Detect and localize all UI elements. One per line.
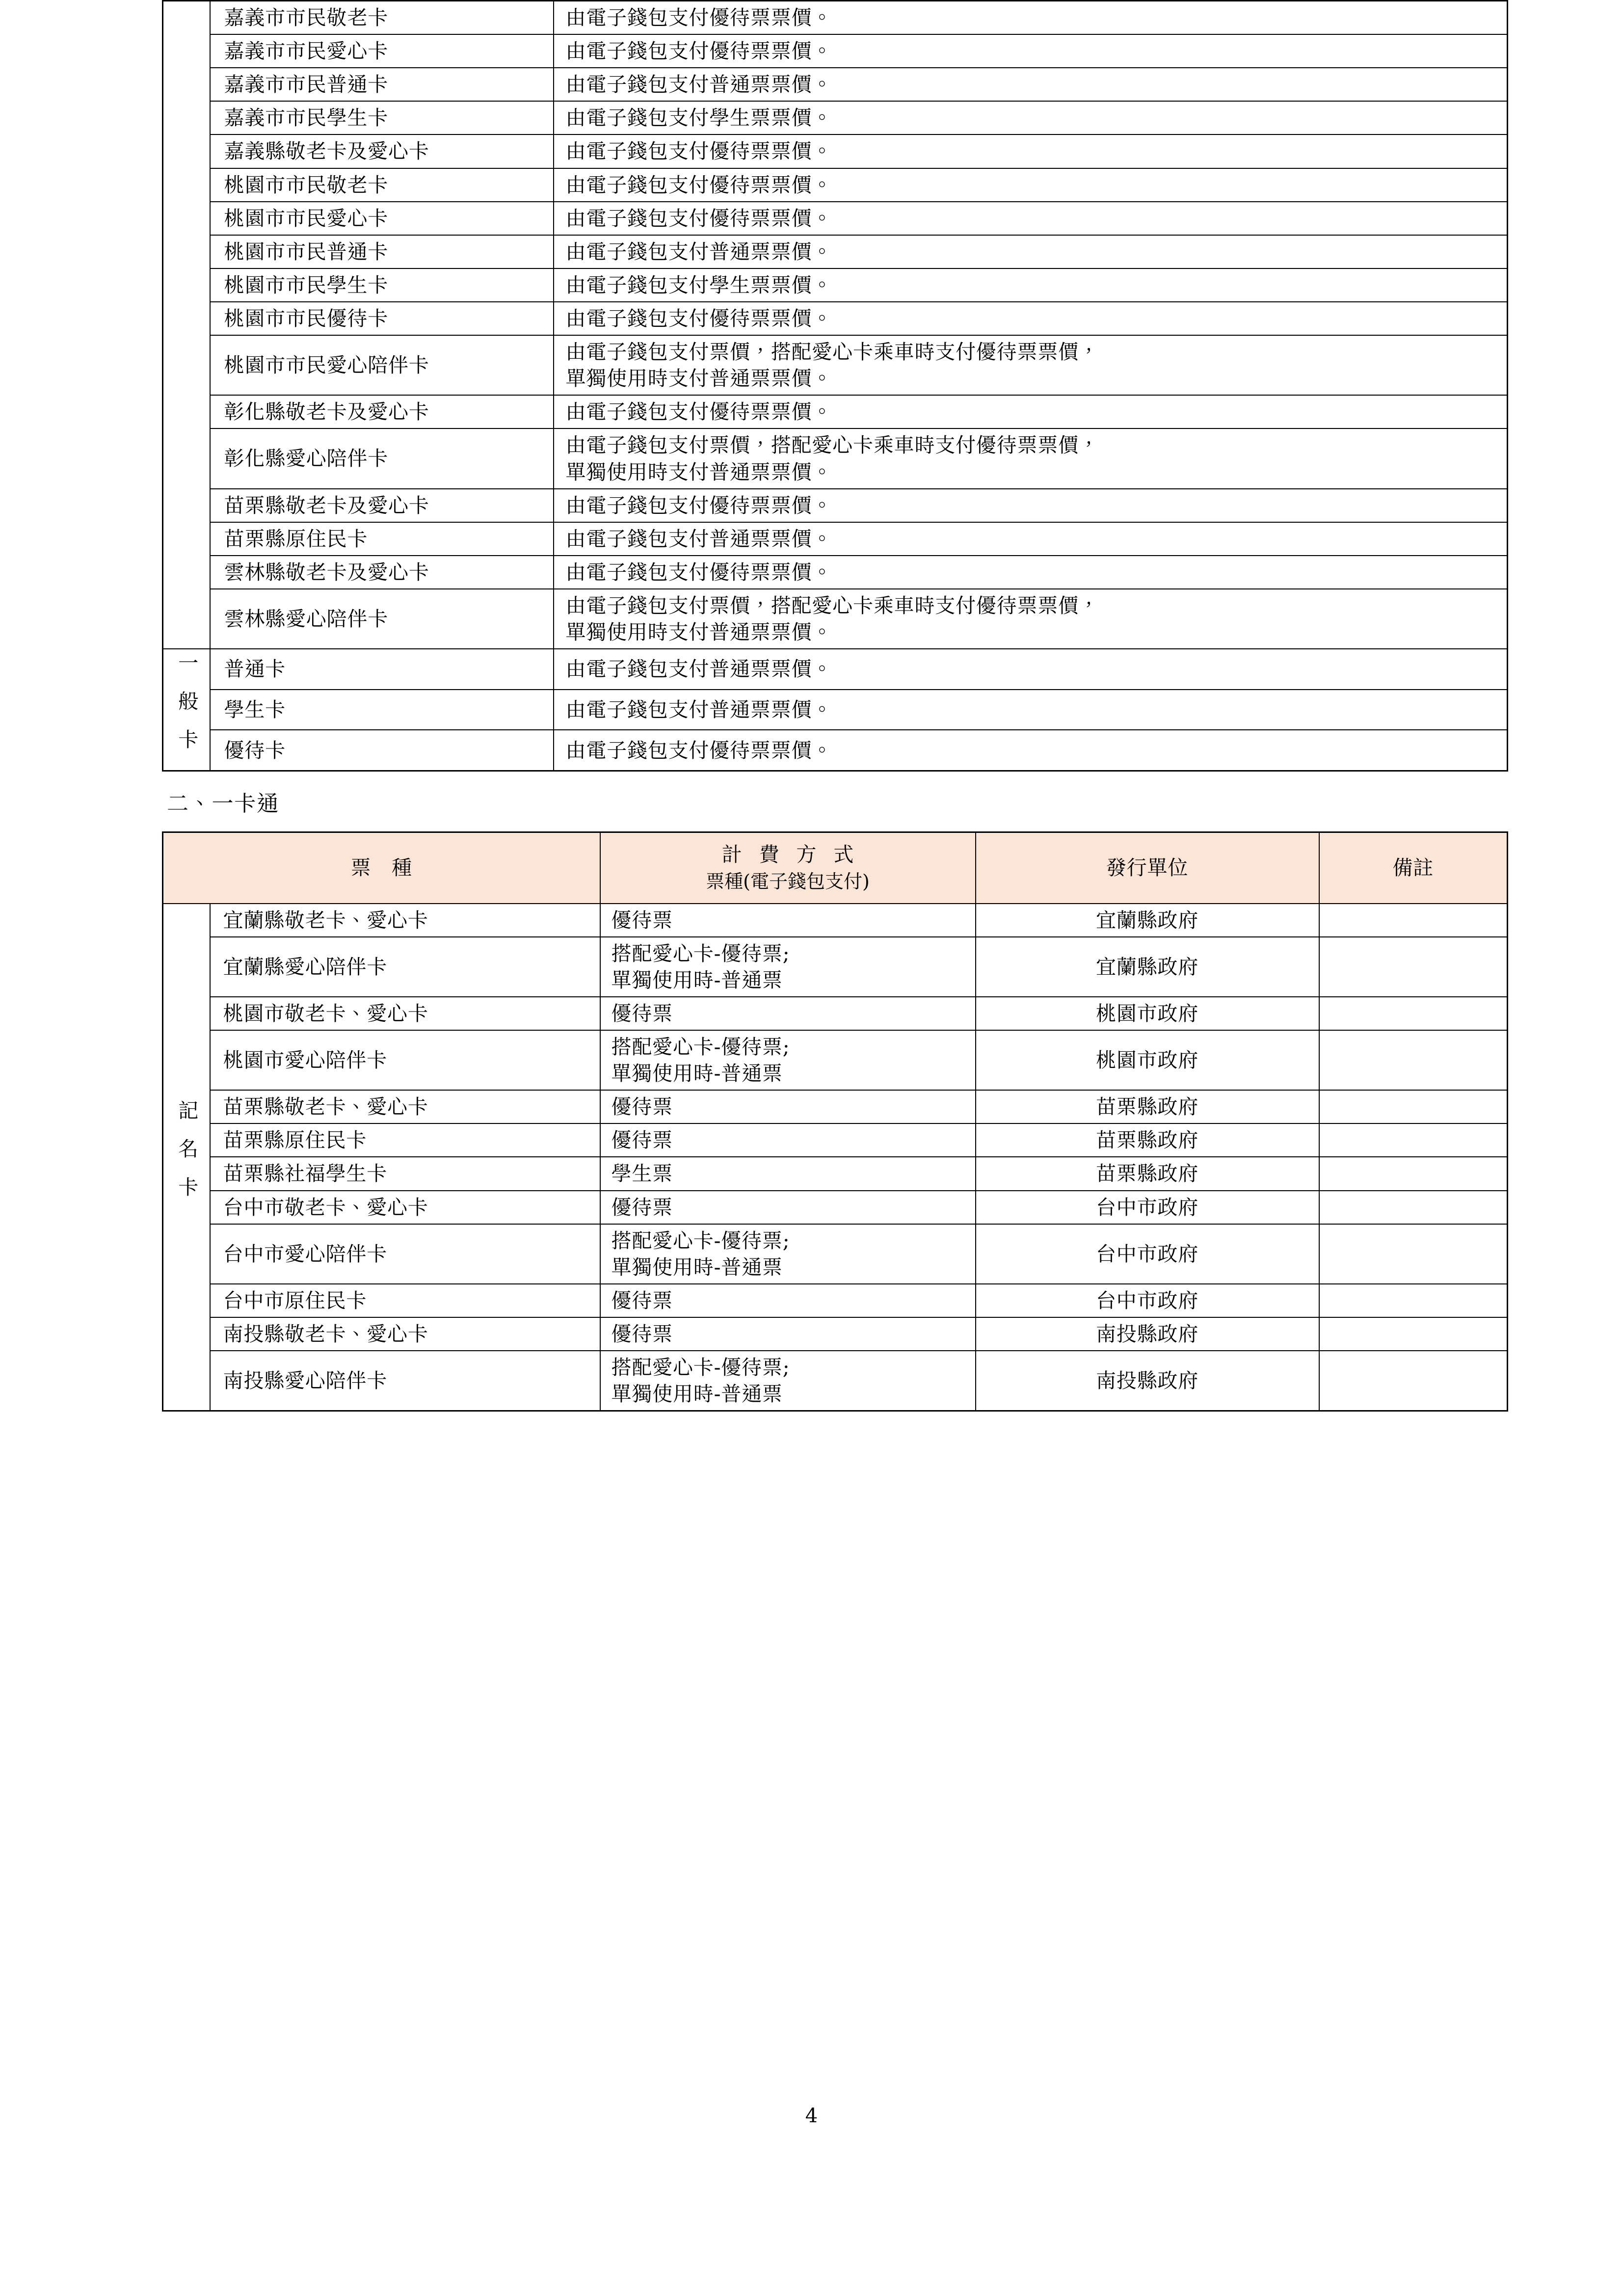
ipass-table-head xyxy=(163,832,1508,903)
issuer-cell: 台中市政府 xyxy=(976,1284,1319,1317)
table-row xyxy=(163,690,1508,730)
fee-method-line: 單獨使用時-普通票 xyxy=(611,968,783,992)
column-header-note xyxy=(1319,832,1508,903)
column-header-note-label: 備註 xyxy=(1392,855,1434,880)
fee-method-cell xyxy=(600,937,976,997)
fee-method-line: 單獨使用時-普通票 xyxy=(611,1255,783,1279)
table-row xyxy=(163,1317,1508,1351)
issuer-cell: 台中市政府 xyxy=(976,1224,1319,1284)
card-name-cell: 桃園市市民優待卡 xyxy=(210,302,554,335)
note-cell xyxy=(1319,1030,1508,1090)
column-header-issuer-label: 發行單位 xyxy=(1106,855,1189,880)
fare-description-line: 由電子錢包支付優待票票價。 xyxy=(565,206,833,230)
ipass-table-body xyxy=(163,904,1508,1411)
fare-description-line: 由電子錢包支付學生票票價。 xyxy=(565,106,833,130)
card-name-cell: 桃園市市民愛心卡 xyxy=(210,202,554,235)
fee-method-line: 單獨使用時-普通票 xyxy=(611,1062,783,1086)
fare-description-cell xyxy=(554,428,1508,488)
fee-method-line: 優待票 xyxy=(611,1322,673,1346)
fare-description-line: 由電子錢包支付優待票票價。 xyxy=(565,6,833,29)
fee-method-line: 優待票 xyxy=(611,908,673,932)
card-name-cell: 嘉義市市民普通卡 xyxy=(210,68,554,101)
row-group-label-text: 記名卡 xyxy=(175,1099,199,1215)
table-row xyxy=(163,904,1508,937)
issuer-cell: 宜蘭縣政府 xyxy=(976,937,1319,997)
card-name-cell: 嘉義縣敬老卡及愛心卡 xyxy=(210,134,554,168)
fare-description-cell xyxy=(554,202,1508,235)
note-cell xyxy=(1319,1284,1508,1317)
card-name-cell: 彰化縣愛心陪伴卡 xyxy=(210,428,554,488)
table-row xyxy=(163,522,1508,556)
fare-description-line: 單獨使用時支付普通票票價。 xyxy=(565,367,833,391)
fee-method-line: 學生票 xyxy=(611,1162,673,1186)
fare-description-line: 由電子錢包支付優待票票價。 xyxy=(565,738,833,762)
fee-method-cell xyxy=(600,1157,976,1190)
table-row xyxy=(163,134,1508,168)
fee-method-line: 搭配愛心卡-優待票; xyxy=(611,1356,790,1380)
fare-description-line: 由電子錢包支付優待票票價。 xyxy=(565,400,833,424)
table-header-row xyxy=(163,832,1508,903)
table-row xyxy=(163,302,1508,335)
fare-description-cell xyxy=(554,489,1508,522)
card-name-cell: 桃園市市民敬老卡 xyxy=(210,168,554,202)
card-name-cell: 嘉義市市民愛心卡 xyxy=(210,34,554,68)
table-row xyxy=(163,1224,1508,1284)
fare-description-line: 由電子錢包支付票價，搭配愛心卡乘車時支付優待票票價， xyxy=(565,433,1099,457)
fare-description-line: 由電子錢包支付普通票票價。 xyxy=(565,240,833,264)
table-row xyxy=(163,68,1508,101)
fee-method-cell xyxy=(600,997,976,1030)
issuer-cell: 桃園市政府 xyxy=(976,1030,1319,1090)
fare-description-line: 由電子錢包支付普通票票價。 xyxy=(565,73,833,97)
fare-description-cell xyxy=(554,589,1508,649)
table-row xyxy=(163,101,1508,134)
ticket-type-cell: 南投縣愛心陪伴卡 xyxy=(210,1351,600,1411)
card-name-cell: 雲林縣敬老卡及愛心卡 xyxy=(210,556,554,589)
note-cell xyxy=(1319,1191,1508,1224)
fare-description-line: 由電子錢包支付學生票票價。 xyxy=(565,273,833,297)
note-cell xyxy=(1319,937,1508,997)
fare-description-cell xyxy=(554,168,1508,202)
ticket-type-cell: 南投縣敬老卡、愛心卡 xyxy=(210,1317,600,1351)
card-name-cell: 桃園市市民學生卡 xyxy=(210,268,554,302)
fare-description-cell xyxy=(554,268,1508,302)
fare-description-line: 單獨使用時支付普通票票價。 xyxy=(565,460,833,484)
row-group-label xyxy=(163,904,210,1411)
fare-description-cell xyxy=(554,690,1508,730)
issuer-cell: 苗栗縣政府 xyxy=(976,1090,1319,1123)
ipass-fare-table xyxy=(162,831,1508,1412)
fare-description-cell xyxy=(554,235,1508,268)
note-cell xyxy=(1319,1123,1508,1157)
table-row xyxy=(163,1157,1508,1190)
note-cell xyxy=(1319,1224,1508,1284)
fare-description-line: 由電子錢包支付優待票票價。 xyxy=(565,39,833,63)
ticket-type-cell: 宜蘭縣敬老卡、愛心卡 xyxy=(210,904,600,937)
note-cell xyxy=(1319,904,1508,937)
fee-method-cell xyxy=(600,1284,976,1317)
table-row xyxy=(163,649,1508,690)
card-name-cell: 桃園市市民普通卡 xyxy=(210,235,554,268)
issuer-cell: 苗栗縣政府 xyxy=(976,1123,1319,1157)
fare-description-line: 由電子錢包支付普通票票價。 xyxy=(565,527,833,551)
card-name-cell: 嘉義市市民學生卡 xyxy=(210,101,554,134)
fee-method-line: 優待票 xyxy=(611,1195,673,1219)
fare-description-cell xyxy=(554,302,1508,335)
easycard-fare-table xyxy=(162,0,1508,772)
fare-description-cell xyxy=(554,68,1508,101)
fare-description-line: 由電子錢包支付優待票票價。 xyxy=(565,139,833,163)
fee-method-line: 優待票 xyxy=(611,1095,673,1119)
card-name-cell: 優待卡 xyxy=(210,730,554,771)
fare-description-cell xyxy=(554,34,1508,68)
column-header-issuer xyxy=(976,832,1319,903)
issuer-cell: 南投縣政府 xyxy=(976,1317,1319,1351)
fee-method-line: 搭配愛心卡-優待票; xyxy=(611,1035,790,1059)
row-group-label xyxy=(163,649,210,771)
easycard-table-body xyxy=(163,1,1508,771)
column-header-fee-sub: 票種(電子錢包支付) xyxy=(706,871,870,893)
card-name-cell: 桃園市市民愛心陪伴卡 xyxy=(210,335,554,395)
table-row xyxy=(163,556,1508,589)
fee-method-line: 搭配愛心卡-優待票; xyxy=(611,1228,790,1253)
table-row xyxy=(163,395,1508,428)
fare-description-cell xyxy=(554,522,1508,556)
table-row xyxy=(163,1191,1508,1224)
fee-method-line: 優待票 xyxy=(611,1288,673,1312)
issuer-cell: 台中市政府 xyxy=(976,1191,1319,1224)
ticket-type-cell: 台中市原住民卡 xyxy=(210,1284,600,1317)
note-cell xyxy=(1319,1157,1508,1190)
column-header-type xyxy=(163,832,600,903)
issuer-cell: 苗栗縣政府 xyxy=(976,1157,1319,1190)
fare-description-line: 由電子錢包支付票價，搭配愛心卡乘車時支付優待票票價， xyxy=(565,340,1099,364)
issuer-cell: 宜蘭縣政府 xyxy=(976,904,1319,937)
table-row xyxy=(163,589,1508,649)
table-row xyxy=(163,1030,1508,1090)
table-row xyxy=(163,428,1508,488)
table-row xyxy=(163,1351,1508,1411)
table-row xyxy=(163,335,1508,395)
ticket-type-cell: 台中市愛心陪伴卡 xyxy=(210,1224,600,1284)
card-name-cell: 嘉義市市民敬老卡 xyxy=(210,1,554,35)
fee-method-cell xyxy=(600,1191,976,1224)
fare-description-cell xyxy=(554,101,1508,134)
column-header-fee xyxy=(600,832,976,903)
ticket-type-cell: 宜蘭縣愛心陪伴卡 xyxy=(210,937,600,997)
column-header-type-label: 票 種 xyxy=(350,855,412,880)
card-name-cell: 彰化縣敬老卡及愛心卡 xyxy=(210,395,554,428)
table-row xyxy=(163,730,1508,771)
table-row xyxy=(163,1123,1508,1157)
fare-description-cell xyxy=(554,649,1508,690)
ticket-type-cell: 苗栗縣社福學生卡 xyxy=(210,1157,600,1190)
fare-description-line: 由電子錢包支付優待票票價。 xyxy=(565,493,833,517)
row-group-label-text: 一般卡 xyxy=(175,652,199,767)
section-heading-ipass: 二、一卡通 xyxy=(167,791,279,816)
fare-description-cell xyxy=(554,134,1508,168)
fare-description-line: 由電子錢包支付普通票票價。 xyxy=(565,657,833,681)
card-name-cell: 苗栗縣原住民卡 xyxy=(210,522,554,556)
note-cell xyxy=(1319,997,1508,1030)
fee-method-cell xyxy=(600,1090,976,1123)
card-name-cell: 雲林縣愛心陪伴卡 xyxy=(210,589,554,649)
fare-description-cell xyxy=(554,335,1508,395)
fee-method-cell xyxy=(600,1351,976,1411)
table-row xyxy=(163,1,1508,35)
table-row xyxy=(163,489,1508,522)
card-name-cell: 普通卡 xyxy=(210,649,554,690)
table-row xyxy=(163,1284,1508,1317)
fee-method-line: 優待票 xyxy=(611,1128,673,1152)
note-cell xyxy=(1319,1317,1508,1351)
fare-description-line: 由電子錢包支付優待票票價。 xyxy=(565,306,833,330)
table-row xyxy=(163,937,1508,997)
fare-description-line: 由電子錢包支付普通票票價。 xyxy=(565,697,833,721)
ticket-type-cell: 台中市敬老卡、愛心卡 xyxy=(210,1191,600,1224)
table-row xyxy=(163,997,1508,1030)
ticket-type-cell: 苗栗縣原住民卡 xyxy=(210,1123,600,1157)
note-cell xyxy=(1319,1090,1508,1123)
fee-method-cell xyxy=(600,904,976,937)
page-content xyxy=(162,0,1507,1412)
fee-method-cell xyxy=(600,1030,976,1090)
table-row xyxy=(163,235,1508,268)
fare-description-line: 單獨使用時支付普通票票價。 xyxy=(565,620,833,644)
fee-method-cell xyxy=(600,1123,976,1157)
fare-description-cell xyxy=(554,556,1508,589)
table-row xyxy=(163,168,1508,202)
fare-description-line: 由電子錢包支付優待票票價。 xyxy=(565,173,833,197)
fee-method-line: 單獨使用時-普通票 xyxy=(611,1382,783,1406)
fare-description-line: 由電子錢包支付票價，搭配愛心卡乘車時支付優待票票價， xyxy=(565,593,1099,617)
table-row xyxy=(163,202,1508,235)
card-name-cell: 苗栗縣敬老卡及愛心卡 xyxy=(210,489,554,522)
row-group-label-empty xyxy=(163,1,210,649)
fare-description-cell xyxy=(554,1,1508,35)
fare-description-cell xyxy=(554,730,1508,771)
fare-description-line: 由電子錢包支付優待票票價。 xyxy=(565,560,833,584)
fare-description-cell xyxy=(554,395,1508,428)
fee-method-line: 搭配愛心卡-優待票; xyxy=(611,941,790,965)
card-name-cell: 學生卡 xyxy=(210,690,554,730)
fee-method-cell xyxy=(600,1317,976,1351)
fee-method-line: 優待票 xyxy=(611,1001,673,1025)
page-number: 4 xyxy=(805,2105,818,2127)
ticket-type-cell: 桃園市敬老卡、愛心卡 xyxy=(210,997,600,1030)
issuer-cell: 南投縣政府 xyxy=(976,1351,1319,1411)
column-header-fee-main: 計費方式 xyxy=(721,842,871,866)
table-row xyxy=(163,1090,1508,1123)
ticket-type-cell: 苗栗縣敬老卡、愛心卡 xyxy=(210,1090,600,1123)
table-row xyxy=(163,268,1508,302)
issuer-cell: 桃園市政府 xyxy=(976,997,1319,1030)
note-cell xyxy=(1319,1351,1508,1411)
table-row xyxy=(163,34,1508,68)
fee-method-cell xyxy=(600,1224,976,1284)
ticket-type-cell: 桃園市愛心陪伴卡 xyxy=(210,1030,600,1090)
